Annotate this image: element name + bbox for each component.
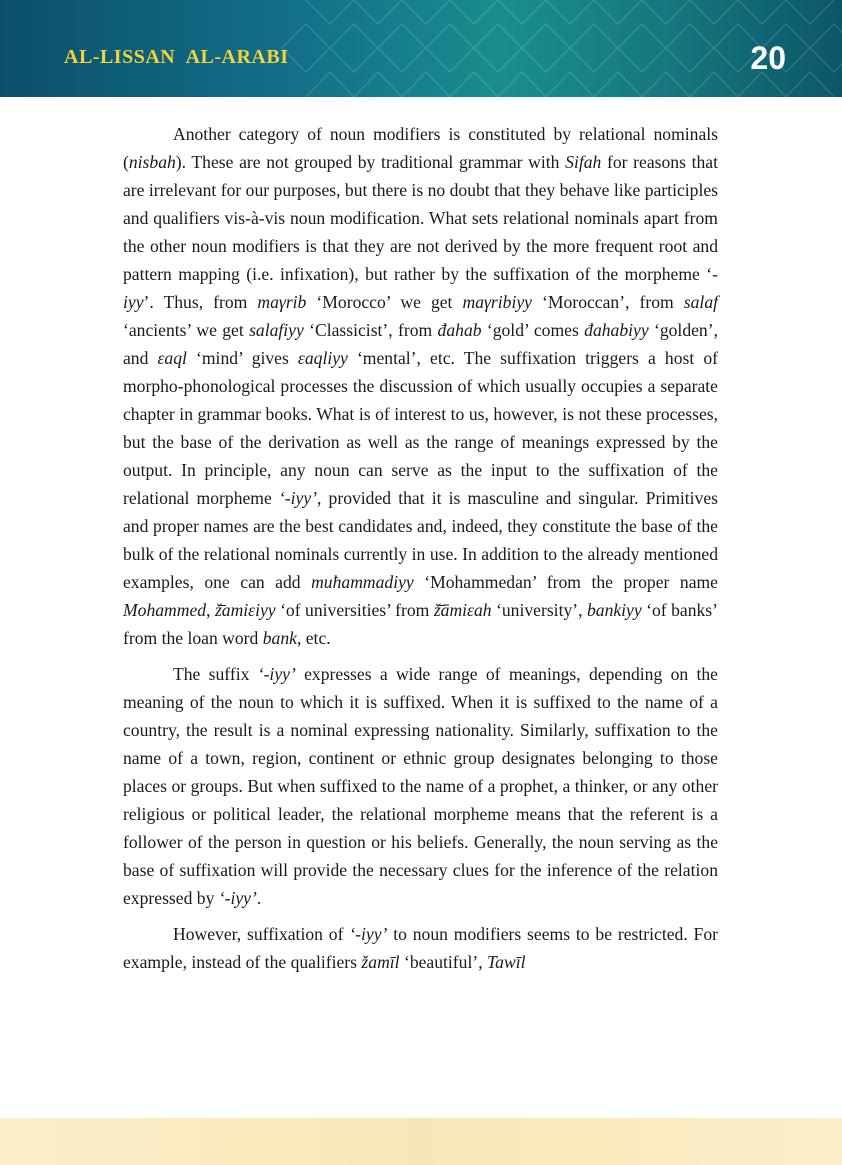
italic-term: muħammadiyy — [311, 572, 414, 592]
italic-term: ž̄āmiεah — [433, 600, 492, 620]
footer-band — [0, 1118, 842, 1165]
text-run: ‘beautiful’, — [399, 952, 488, 972]
text-run: The suffix — [173, 664, 258, 684]
italic-term: Sifah — [565, 152, 602, 172]
italic-term: žamīl — [361, 952, 400, 972]
italic-term: εaqliyy — [297, 348, 348, 368]
text-run: ‘gold’ comes — [481, 320, 585, 340]
text-run: ‘Classicist’, from — [303, 320, 438, 340]
page-header — [0, 0, 842, 97]
italic-term: maγribiyy — [462, 292, 532, 312]
italic-term: Tawīl — [487, 952, 526, 972]
italic-term: -iyy — [123, 264, 718, 312]
text-run: ‘Mohammedan’ from the proper name — [413, 572, 718, 592]
text-run: ‘of universities’ from — [275, 600, 434, 620]
paragraph — [123, 920, 718, 976]
text-run: . — [256, 888, 262, 908]
text-run: ‘of banks’ from the loan word — [123, 600, 719, 648]
italic-term: đahab — [437, 320, 482, 340]
italic-term: salaf — [683, 292, 718, 312]
text-run: However, suffixation of — [173, 924, 350, 944]
italic-term: Mohammed — [123, 600, 207, 620]
italic-term: đahabiyy — [584, 320, 649, 340]
italic-term: ‘-iyy’ — [257, 664, 296, 684]
paragraph — [123, 660, 718, 912]
text-run: ‘mental’, etc. The suffixation triggers a host of morpho-phonological processes the discussion of which usually occupies a separate chapter in grammar books. What is of interest to us, however, is not these processes, but the base of the derivation as well as the range of meanings expressed by the output. In principle, any noun can serve as the input to the suffixation of the relational morpheme — [123, 348, 718, 508]
page-number: 20 — [750, 40, 786, 76]
journal-title: AL-LISSAN AL-ARABI — [64, 46, 289, 68]
italic-term: ‘-iyy’ — [218, 888, 257, 908]
text-run: ‘ancients’ we get — [123, 320, 250, 340]
italic-term: salafiyy — [249, 320, 304, 340]
text-run: Another category of noun modifiers is constituted by relational nominals ( — [123, 124, 718, 172]
text-run: ‘golden’, and — [123, 320, 718, 368]
italic-term: bankiyy — [586, 600, 642, 620]
italic-term: maγrib — [257, 292, 307, 312]
italic-term: ‘-iyy’ — [278, 488, 318, 508]
text-run: ‘mind’ gives — [186, 348, 298, 368]
paragraph — [123, 120, 718, 652]
italic-term: ž̄amiεiyy — [214, 600, 276, 620]
text-run: , etc. — [296, 628, 331, 648]
article-body — [123, 120, 718, 984]
text-run: , provided that it is masculine and singular. Primitives and proper names are the best candidates and, indeed, they constitute the base of the bulk of the relational nominals currently in use. In addition to the already mentioned examples, one can add — [123, 488, 718, 592]
text-run: , — [206, 600, 215, 620]
text-run: ). These are not grouped by traditional grammar with — [175, 152, 566, 172]
italic-term: nisbah — [128, 152, 176, 172]
text-run: expresses a wide range of meanings, depending on the meaning of the noun to which it is suffixed. When it is suffixed to the name of a country, the result is a nominal expressing nationality. Similarly, suffixation to the name of a town, region, continent or ethnic group designates belonging to those places or groups. But when suffixed to the name of a prophet, a thinker, or any other religious or political leader, the relational morpheme means that the referent is a follower of the person in question or his beliefs. Generally, the noun serving as the base of suffixation will provide the necessary clues for the inference of the relation expressed by — [123, 664, 718, 908]
text-run: ‘university’, — [491, 600, 587, 620]
text-run: ‘Moroccan’, from — [531, 292, 684, 312]
text-run: to noun modifiers seems to be restricted. For example, instead of the qualifiers — [123, 924, 718, 972]
text-run: ’. Thus, from — [143, 292, 258, 312]
italic-term: εaql — [157, 348, 187, 368]
text-run: ‘Morocco’ we get — [306, 292, 463, 312]
italic-term: ‘-iyy’ — [349, 924, 388, 944]
italic-term: bank — [262, 628, 297, 648]
text-run: for reasons that are irrelevant for our purposes, but there is no doubt that they behave like participles and qualifiers vis-à-vis noun modification. What sets relational nominals apart from the other noun modifiers is that they are not derived by the more frequent root and pattern mapping (i.e. infixation), but rather by the suffixation of the morpheme ‘ — [123, 152, 719, 284]
